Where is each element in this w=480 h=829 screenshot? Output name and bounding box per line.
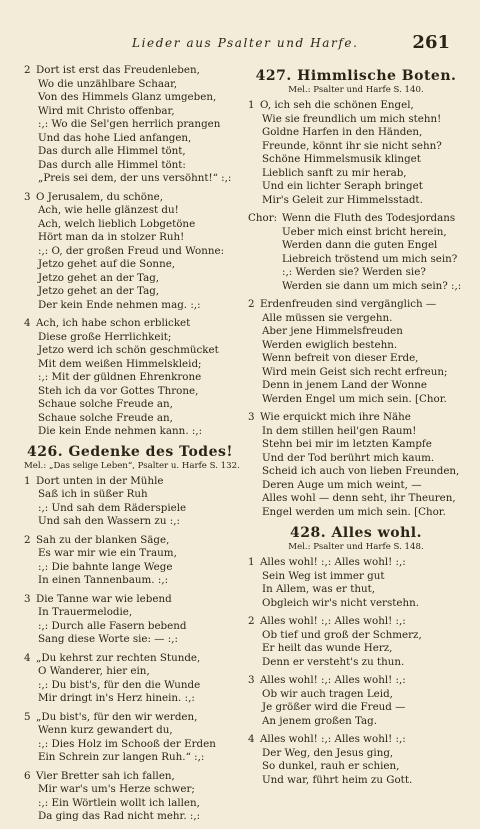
verse-line: Ach, welch lieblich Lobgetöne	[38, 217, 196, 230]
hymn-427-verses	[248, 99, 464, 519]
verse-line: Und war, führt heim zu Gott.	[262, 773, 413, 786]
verse-line: Jetzo werd ich schön geschmücket	[38, 344, 219, 356]
verse-line: :,: O, der großen Freud und Wonne:	[38, 244, 225, 257]
verse-line: :,: Du bist's, für den die Wunde	[38, 678, 201, 691]
verse-line: Da ging das Rad nicht mehr. :,:	[38, 810, 201, 822]
verse-line: Je größer wird die Freud —	[262, 701, 406, 713]
verse-line: Wird mit Christo offenbar,	[38, 104, 175, 117]
verse-number: 6	[24, 769, 31, 782]
verse	[24, 475, 236, 529]
running-title: Lieder aus Psalter und Harfe.	[132, 36, 359, 50]
verse-line: Der kein Ende nehmen mag. :,:	[38, 298, 201, 311]
verse	[248, 733, 464, 787]
verse	[24, 534, 236, 588]
verse	[24, 770, 236, 824]
verse-line: Ob tief und groß der Schmerz,	[262, 628, 422, 641]
verse	[24, 593, 236, 647]
melody-note-426: Mel.: „Das selige Leben“, Psalter u. Harfe S. 132.	[24, 460, 240, 471]
verse	[248, 556, 464, 610]
verse-line	[248, 411, 464, 425]
verse-line	[248, 733, 464, 747]
verse-number: 4	[24, 317, 31, 329]
verse-line: Goldne Harfen in den Händen,	[262, 126, 423, 138]
hymn-title-426: 426. Gedenke des Todes!	[26, 443, 234, 460]
verse	[248, 615, 464, 669]
verse-line: So dunkel, rauh er schien,	[262, 760, 400, 772]
verse-number: 4	[248, 733, 255, 745]
verse-line: Denn in jenem Land der Wonne	[262, 379, 427, 391]
verse-line: Mir dringt in's Herz hinein. :,:	[38, 692, 195, 704]
verse-line: O Wanderer, hier ein,	[38, 665, 150, 677]
verse-line	[24, 317, 236, 331]
verse-line	[24, 534, 236, 548]
verse-number: 5	[24, 710, 31, 723]
verse-line: Und der Tod berührt mich kaum.	[262, 451, 435, 464]
verse-line: Scheid ich auch von lieben Freunden,	[262, 465, 460, 477]
verse-line: Obgleich wir's nicht verstehn.	[262, 596, 420, 609]
verse-line-text: Erdenfreuden sind vergänglich —	[260, 298, 437, 310]
verse-line: In Allem, was er thut,	[262, 583, 376, 595]
verse	[24, 64, 236, 186]
verse-line: In Trauermelodie,	[38, 606, 133, 618]
verse-line: Alle müssen sie vergehn.	[262, 311, 393, 324]
verse	[24, 711, 236, 765]
verse-number: 2	[24, 533, 31, 546]
verse-line-text: Alles wohl! :,: Alles wohl! :,:	[260, 615, 406, 627]
verse-number: 3	[248, 674, 255, 686]
verse-line: Alles wohl — denn seht, ihr Theuren,	[262, 492, 456, 504]
verse-line	[24, 593, 236, 607]
verse-line	[248, 212, 464, 226]
verse	[24, 191, 236, 313]
verse-line: Jetzo gehet an der Tag,	[38, 271, 160, 284]
verse-line-text: „Du kehrst zur rechten Stunde,	[36, 651, 201, 664]
verse-line: Aber jene Himmelsfreuden	[262, 325, 403, 337]
verse-line: Jetzo gehet an der Tag,	[38, 285, 160, 297]
left-column	[24, 64, 240, 829]
verse-line: Ach, wie helle glänzest du!	[38, 204, 179, 216]
verse-line-text: Vier Bretter sah ich fallen,	[36, 769, 175, 782]
melody-note-427: Mel.: Psalter und Harfe S. 140.	[288, 85, 424, 95]
verse-line: Denn er versteht's zu thun.	[262, 655, 405, 668]
page-number: 261	[412, 32, 450, 53]
verse-line: „Preis sei dem, der uns versöhnt!“ :,:	[38, 172, 232, 184]
verse-line: Es war mir wie ein Traum,	[38, 547, 177, 559]
verse-number: 3	[24, 190, 31, 203]
verse-line: Von des Himmels Glanz umgeben,	[38, 91, 217, 103]
verse-line: Hört man da in stolzer Ruh!	[38, 231, 185, 243]
verse-line: Und ein lichter Seraph bringet	[262, 180, 423, 192]
verse-line: Jetzo gehet auf die Sonne,	[38, 258, 176, 270]
verse-line: Werden Engel um mich sein. [Chor.	[262, 392, 447, 405]
verse	[248, 212, 464, 293]
verse-line-text: Wenn die Fluth des Todesjordans	[282, 212, 456, 224]
hymn-title-427: 427. Himmlische Boten.	[255, 68, 457, 84]
verse-line: Lieblich sanft zu mir herab,	[262, 166, 407, 179]
hymn-title-428: 428. Alles wohl.	[290, 525, 422, 541]
verse-number: 3	[24, 592, 31, 605]
verse-line: Und sah den Wassern zu :,:	[38, 515, 180, 527]
verse-line: Werden ewiglich bestehn.	[262, 338, 398, 351]
verse-number: 4	[24, 651, 31, 664]
verse-line: Stehn bei mir im letzten Kampfe	[262, 438, 432, 450]
hymn-428-verses	[248, 556, 464, 787]
verse-line: Mit dem weißen Himmelskleid;	[38, 357, 202, 370]
verse-line: Schöne Himmelsmusik klinget	[262, 153, 421, 165]
verse-line-text: Dort ist erst das Freudenleben,	[36, 64, 200, 76]
verse-line: Engel werden um mich sein. [Chor.	[262, 505, 446, 518]
verse-number: Chor:	[248, 212, 278, 224]
verse-number: 3	[248, 411, 255, 423]
verse-line: :,: Ein Wörtlein wollt ich lallen,	[38, 796, 200, 809]
verse-line: Und das hohe Lied anfangen,	[38, 131, 192, 144]
verse-number: 1	[248, 99, 255, 111]
verse-line-text: Wie erquickt mich ihre Nähe	[260, 411, 411, 423]
verse-line	[24, 64, 236, 78]
verse-number: 2	[24, 64, 31, 76]
verse-line: Das durch alle Himmel tönt:	[38, 158, 186, 171]
verse-line-text: Die Tanne war wie lebend	[36, 592, 172, 605]
verse-line: Werden dann die guten Engel	[282, 239, 438, 251]
verse-line: Diese große Herrlichkeit;	[38, 330, 172, 343]
verse-line-text: Alles wohl! :,: Alles wohl! :,:	[260, 674, 406, 686]
verse-line: Steh ich da vor Gottes Throne,	[38, 384, 199, 397]
verse-line: Das durch alle Himmel tönt,	[38, 145, 186, 157]
verse	[248, 411, 464, 519]
verse-line	[24, 711, 236, 725]
verse-line: Wie sie freundlich um mich stehn!	[262, 112, 442, 125]
verse-line: Schaue solche Freude an,	[38, 398, 173, 410]
verse-line-text: Alles wohl! :,: Alles wohl! :,:	[260, 556, 406, 568]
verse-line: Freunde, könnt ihr sie nicht sehn?	[262, 139, 442, 152]
verse-line: Wenn befreit von dieser Erde,	[262, 352, 419, 364]
verse-line: :,: Durch alle Fasern bebend	[38, 619, 187, 632]
right-column	[248, 64, 464, 792]
verse-line: :,: Dies Holz im Schooß der Erden	[38, 737, 216, 750]
verse-line-text: O, ich seh die schönen Engel,	[260, 99, 414, 111]
verse-number: 1	[24, 474, 31, 487]
verse-number: 2	[248, 615, 255, 627]
verse-line: In einen Tannenbaum. :,:	[38, 574, 169, 586]
verse-line-text: Sah zu der blanken Säge,	[36, 533, 170, 546]
verse-line: :,: Und sah dem Räderspiele	[38, 501, 187, 514]
verse-line: Deren Auge um mich weint, —	[262, 478, 422, 491]
verse-line	[248, 99, 464, 113]
verse-line: Wird mein Geist sich recht erfreun;	[262, 365, 448, 378]
verse-line: Schaue solche Freude an,	[38, 411, 173, 424]
verse-line: Werden sie dann um mich sein? :,:	[282, 279, 462, 292]
verse-line-text: „Du bist's, für den wir werden,	[36, 710, 198, 723]
verse-line	[248, 298, 464, 312]
verse-line: Wo die unzählbare Schaar,	[38, 77, 178, 90]
verse-line: Saß ich in süßer Ruh	[38, 488, 148, 500]
verse-line-text: Dort unten in der Mühle	[36, 474, 164, 487]
verse-line	[248, 615, 464, 629]
verse-line: Sang diese Worte sie: — :,:	[38, 633, 179, 645]
verse-line: Ob wir auch tragen Leid,	[262, 687, 393, 700]
verse-line: :,: Werden sie? Werden sie?	[282, 266, 426, 278]
verse-line	[248, 556, 464, 570]
verse-line-text: Alles wohl! :,: Alles wohl! :,:	[260, 733, 406, 745]
verse	[24, 317, 236, 439]
verse-line: Der Weg, den Jesus ging,	[262, 746, 394, 759]
verse-line: Er heilt das wunde Herz,	[262, 642, 393, 654]
verse-line: Liebreich tröstend um mich sein?	[282, 252, 458, 265]
verse-line: Sein Weg ist immer gut	[262, 569, 385, 582]
verse-line	[24, 475, 236, 489]
verse-line: Ein Schrein zur langen Ruh.“ :,:	[38, 751, 205, 763]
verse-line: :,: Mit der güldnen Ehrenkrone	[38, 371, 202, 383]
verse-line: :,: Wo die Sel'gen herrlich prangen	[38, 118, 221, 130]
hymn-426-verses	[24, 475, 236, 824]
verse-line	[24, 770, 236, 784]
verse-line: Mir's Geleit zur Himmelsstadt.	[262, 193, 423, 206]
verse-line	[24, 652, 236, 666]
verse-line-text: O Jerusalem, du schöne,	[36, 190, 163, 203]
verse	[248, 674, 464, 728]
verse-line-text: Ach, ich habe schon erblicket	[36, 317, 191, 329]
hymn-continuation	[24, 64, 236, 439]
verse-line	[248, 674, 464, 688]
verse	[248, 99, 464, 207]
verse	[248, 298, 464, 406]
verse-line: An jenem großen Tag.	[262, 714, 378, 727]
verse-line	[24, 191, 236, 205]
verse-line: :,: Die bahnte lange Wege	[38, 560, 173, 573]
verse-line: Mir war's um's Herze schwer;	[38, 783, 195, 795]
verse-number: 2	[248, 298, 255, 310]
verse-number: 1	[248, 556, 255, 568]
melody-note-428: Mel.: Psalter und Harfe S. 148.	[288, 542, 424, 552]
verse	[24, 652, 236, 706]
verse-line: Ueber mich einst bricht herein,	[282, 225, 447, 238]
verse-line: In dem stillen heil'gen Raum!	[262, 424, 417, 437]
verse-line: Die kein Ende nehmen kann. :,:	[38, 425, 203, 437]
verse-line: Wenn kurz gewandert du,	[38, 724, 173, 736]
